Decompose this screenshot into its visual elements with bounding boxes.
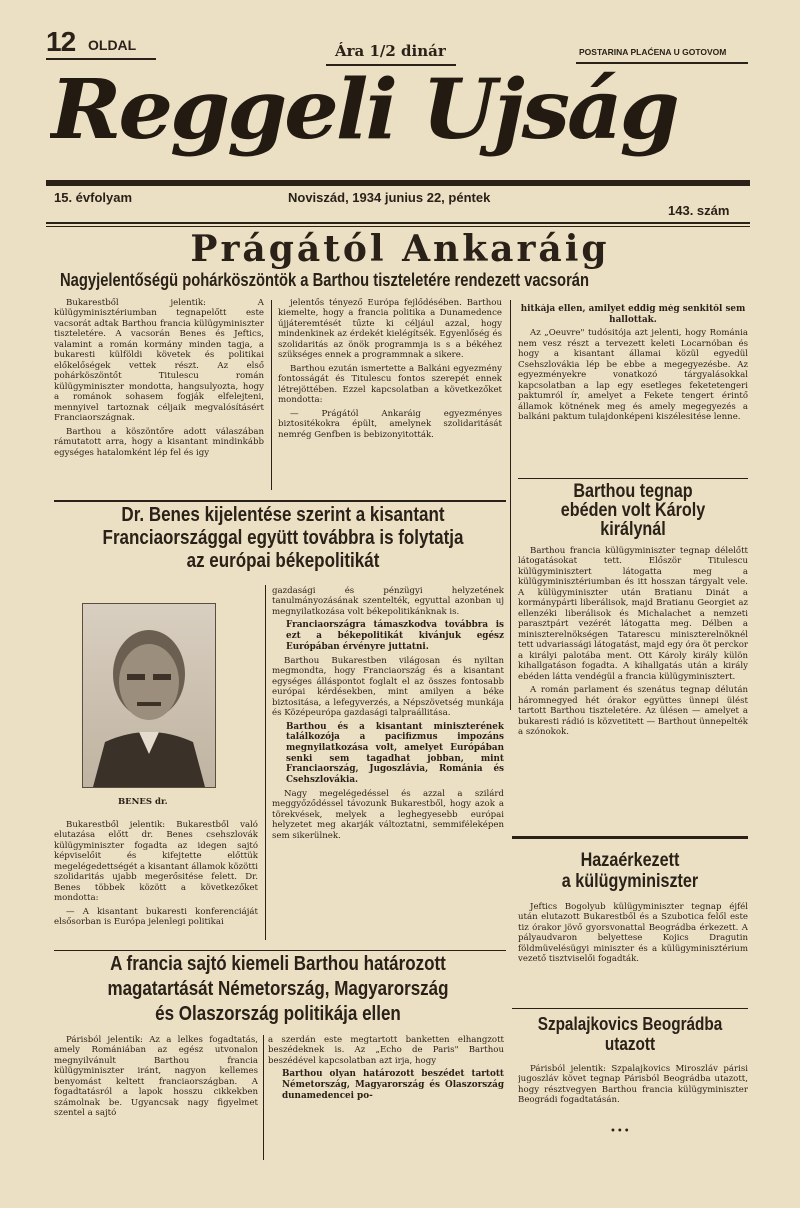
- issue-number: 143. szám: [668, 203, 730, 218]
- masthead: Reggeli Ujság: [50, 62, 677, 158]
- benes-col-2: gazdasági és pénzügyi helyzetének tanulmányozásának szentelték, egyuttal azonban uj megnyilatkozása volt békepolitikánknak is. Franciaországra támaszkodva továbbra is ezt a békepolitikát kivánjuk egész Európában érvényre juttatni. Barthou Bukarestben világosan és nyiltan megmondta, hogy Franciaország és a kisantant egységes álláspontot foglalt el az összes fontosabb európai kérdésekben, mint amilyen a béke biztositása, a lefegyverzés, a Népszövetség munkája és Középeurópa gazdasági talpraállitása. Barthou és a kisantant miniszterének találkozója a pacifizmus impozáns megnyilatkozása volt, amelyet Európában senki sem tagadhat jobban, mint Franciaország, Jugoszlávia, Románia és Csehszlovákia. Nagy megelégedéssel és azzal a szilárd meggyőződéssel távozunk Bukarestből, hogy azok a törekvések, melyek a leghegyesebb európai helyzetet meg akarják változtatni, semmiféleképen sem sikerülnek.: [272, 586, 504, 841]
- french-col-1: Párisból jelentik: Az a lelkes fogadtatás, amely Romániában az egész utvonalon megnyilvánult Barthou francia külügyminiszter iránt, nagyon kellemes benyomást keltett franciaországban. A fogadtatásról a lapok hosszu cikkekben számolnak be. Ugyancsak nagy figyelmet szentel a sajtó: [54, 1035, 258, 1119]
- sidebar-story3-text: Párisból jelentik: Szpalajkovics Miroszláv párisi jugoszláv követ tegnap Párisból Beográdba utazott, hogy résztvegyen Barthou francia külügyminiszter Beográdi fogadtatásán.: [518, 1064, 748, 1106]
- photo-caption: BENES dr.: [118, 797, 168, 807]
- sidebar-story2-text: Jeftics Bogolyub külügyminiszter tegnap éjfél után elutazott Bukarestből és a Szubotica felől este tiz órakor jövő gyorsvonattal Beográdba érkezett. A pályaudvaron belyettese Kojics Dragutin földmüvelésügyi miniszter és a külügyminisztérium vezető tisztviselői fogadták.: [518, 902, 748, 965]
- french-col-2: a szerdán este megtartott banketten elhangzott beszédeknek is. Az „Echo de Paris" Barthou beszédével kapcsolatban azt irja, hogy Barthou olyan határozott beszédet tartott Németország, Magyarország és Olaszország dunamedencei po-: [268, 1035, 504, 1101]
- main-col-3: hitkája ellen, amilyet eddig még senkitől sem hallottak. Az „Oeuvre" tudósitója azt jelenti, hogy Románia nem vesz részt a tervezett keleti Locarnóban és hogy a kisantant államai közül egyedül Csehszlovákia lép be ebbe a megegyezésbe. Az egyezményekre vonatkozó tárgyalásokkal kapcsolatban a lap egy esetleges feketetengeri paktumról ír, amelyet a Fekete tengert érintő államok kötnének meg és amely megegyezés a balkáni paktum tulajdonképeni kiszélesitése lenne.: [518, 304, 748, 423]
- main-col-1: Bukarestből jelentik: A külügyminisztériumban tegnapelőtt este vacsorát adtak Barthou francia külügyminiszter tiszteletére. A vacsorán Benes és Jeftics, valamint a román kormány minden tagja, a bukaresti külföldi követek és politikai előkelőségek vettek részt. Az első pohárköszöntőt Titulescu román külügyminiszter mondotta, hangsulyozta, hogy a románok sohasem fogják elfelejteni, mennyivel tartoznak céljaik megvalósításért Franciaországnak. Barthou a köszöntőre adott válaszában rámutatott arra, hogy a kisantant mindinkább egységes hatalomként lép fel és igy: [54, 298, 264, 458]
- sidebar-story3-headline: Szpalajkovics Beográdba utazott: [537, 1014, 723, 1054]
- benes-col-1: Bukarestből jelentik: Bukarestből való elutazása előtt dr. Benes csehszlovák külügyminiszter fogadta az idegen sajtó képviselőit és kifejtette előttük megelégedettségét a kisantant államok közötti szolidaritás ujabb megerősitése felett. Dr. Benes többek között a következőket mondotta: — A kisantant bukaresti konferenciáját elsősorban is Európa jelenlegi politikai: [54, 820, 258, 928]
- sidebar-story1-headline: Barthou tegnap ebéden volt Károly királynál: [560, 482, 706, 540]
- price: Ára 1/2 dinár: [335, 42, 446, 60]
- postage-notice: POSTARINA PLAĆENA U GOTOVOM: [579, 47, 727, 57]
- page-label: OLDAL: [88, 37, 137, 53]
- benes-portrait: [82, 603, 216, 788]
- main-col-2: jelentős tényező Európa fejlődésében. Barthou kiemelte, hogy a francia politika a Dunamedence újjáteremtését tűzte ki céljául azzal, hogy mindenkinek az érdekét kielégítsék. Egyenlőség és szolidaritás az önök programmja is s a békéhez szükséges ennek a programmnak a sikere. Barthou ezután ismertette a Balkáni egyezmény fontosságát és Titulescu fontos szerepét ennek létrejöttében. Ezzel kapcsolatban a következőket mondotta: — Prágától Ankaráig egyezményes biztositékokra épült, amelynek szolidaritását nemrég Genfben is bebizonyitották.: [278, 298, 502, 440]
- main-subheadline: Nagyjelentőségü pohárköszöntök a Barthou tiszteletére rendezett vacsorán: [60, 270, 590, 290]
- page-number: 12: [46, 26, 76, 57]
- french-press-headline: A francia sajtó kiemeli Barthou határozott magatartását Németország, Magyarország és Olaszország politikája ellen: [107, 953, 449, 1025]
- end-mark: •••: [610, 1126, 631, 1137]
- dateline: Noviszád, 1934 junius 22, péntek: [288, 190, 491, 205]
- benes-headline: Dr. Benes kijelentése szerint a kisantant Franciaországgal együtt továbbra is folytatja az európai békepolitikát: [102, 504, 464, 572]
- main-headline: Prágától Ankaráig: [190, 228, 610, 270]
- sidebar-story1-text: Barthou francia külügyminiszter tegnap délelőtt látogatásokat tett. Először Titulescu külügyminisztert látogatta meg a külügyminisztériumban és itt hosszan tárgyalt vele. A külügyminiszter után Bratianu Dinát a kormánypárti liberálisok, majd Bratianu Georgiet az ellenzéki liberálisok és Michalachet a nemzeti parasztpárt vezérét látogatta meg. Délben a miniszterelnökségen Tatarescu miniszterelnöknél tett udvariassági látogatást, majd egy óra öt perckor a királyi palotába ment. Ott Károly király külön kihallgatáson fogadta. A kihallgatás után a király ebéden látta vendégül a francia külügyminisztert. A román parlament és szenátus tegnap délután háromnegyed hét órakor együttes ünnepi ülést tartott Barthou tiszteletére. Az ülésen — amelyet a bukaresti rádió is közvetitett — Barthout ünnepelték a szónokok.: [518, 546, 748, 738]
- portrait-figure: [83, 604, 215, 787]
- volume: 15. évfolyam: [54, 190, 133, 205]
- sidebar-story2-headline: Hazaérkezett a külügyminiszter: [561, 850, 699, 892]
